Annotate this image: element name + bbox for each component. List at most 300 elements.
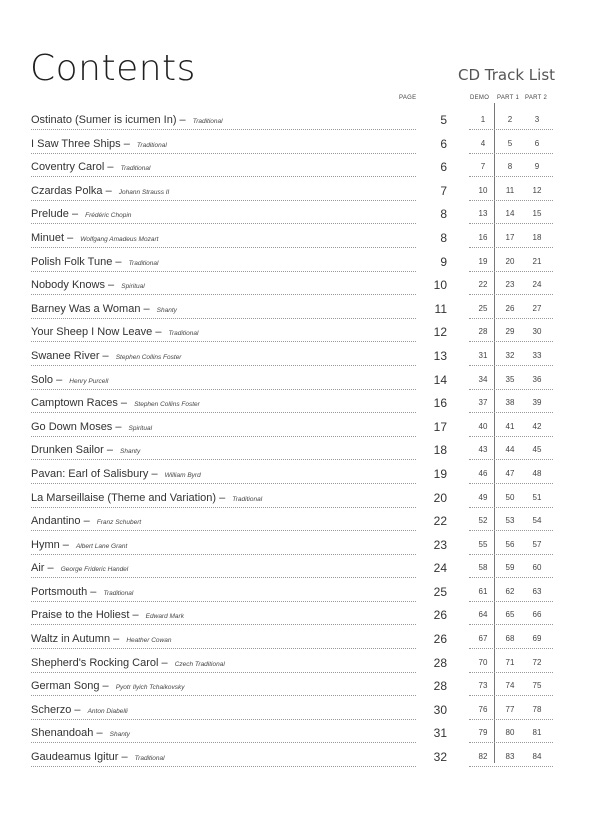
part2-track-number: 48 bbox=[532, 468, 542, 478]
composer-sep: – bbox=[68, 208, 82, 221]
dotted-leader bbox=[31, 672, 416, 673]
demo-track-number: 16 bbox=[478, 232, 488, 242]
track-dotted-rule bbox=[469, 554, 553, 555]
part2-track-number: 69 bbox=[532, 634, 542, 644]
composer-sep: – bbox=[99, 680, 112, 693]
dotted-leader bbox=[31, 601, 416, 602]
part1-track-number: 26 bbox=[505, 303, 515, 313]
composer-sep: – bbox=[103, 444, 116, 457]
part2-track-number: 36 bbox=[532, 374, 542, 384]
demo-track-number: 43 bbox=[478, 445, 488, 455]
demo-track-number: 64 bbox=[478, 610, 488, 620]
entry-page-number: 28 bbox=[433, 655, 447, 670]
part1-track-number: 32 bbox=[505, 350, 515, 360]
entry-composer: Traditional bbox=[192, 118, 223, 125]
entry-title: Gaudeamus Igitur bbox=[31, 751, 119, 764]
entry-name bbox=[31, 562, 128, 574]
dotted-leader bbox=[31, 271, 416, 272]
entry-page-number: 26 bbox=[433, 632, 447, 647]
entry-composer: Spiritual bbox=[121, 283, 145, 291]
track-dotted-rule bbox=[469, 695, 553, 696]
demo-track-number: 55 bbox=[478, 539, 488, 549]
composer-sep: – bbox=[80, 515, 93, 528]
part1-track-number: 29 bbox=[505, 327, 515, 337]
entry-title: I Saw Three Ships bbox=[31, 137, 121, 150]
track-dotted-rule bbox=[469, 129, 553, 130]
part2-track-number: 12 bbox=[532, 185, 542, 195]
demo-track-number: 79 bbox=[478, 728, 488, 738]
dotted-leader bbox=[31, 412, 416, 413]
composer-sep: – bbox=[112, 420, 125, 433]
entry-page-number: 12 bbox=[433, 325, 447, 340]
track-dotted-rule bbox=[469, 153, 553, 154]
entry-page-number: 14 bbox=[433, 372, 447, 387]
entry-name bbox=[31, 444, 140, 456]
track-dotted-rule bbox=[469, 719, 553, 720]
demo-track-number: 70 bbox=[478, 657, 488, 667]
track-dotted-rule bbox=[469, 601, 553, 602]
part2-track-number: 42 bbox=[532, 421, 542, 431]
entry-name bbox=[31, 539, 127, 551]
demo-track-number: 37 bbox=[478, 398, 488, 408]
track-dotted-rule bbox=[469, 577, 553, 578]
contents-entry bbox=[31, 134, 571, 158]
dotted-leader bbox=[31, 459, 416, 460]
part1-track-number: 56 bbox=[505, 539, 515, 549]
part2-column-header: PART 2 bbox=[525, 95, 548, 101]
demo-track-number: 25 bbox=[478, 303, 488, 313]
track-dotted-rule bbox=[469, 341, 553, 342]
entry-name bbox=[31, 633, 171, 645]
entry-name bbox=[31, 138, 167, 150]
cd-track-list-title: CD Track List bbox=[458, 66, 556, 84]
contents-entry bbox=[31, 605, 571, 629]
dotted-leader bbox=[31, 766, 416, 767]
dotted-leader bbox=[31, 695, 416, 696]
entry-page-number: 11 bbox=[434, 301, 447, 316]
contents-entry bbox=[31, 676, 571, 700]
entry-name bbox=[31, 397, 200, 409]
demo-track-number: 49 bbox=[478, 492, 488, 502]
entry-name bbox=[31, 657, 225, 669]
dotted-leader bbox=[31, 294, 416, 295]
entry-name bbox=[31, 232, 158, 244]
contents-entry bbox=[31, 299, 571, 323]
part2-track-number: 6 bbox=[534, 138, 540, 148]
part1-track-number: 62 bbox=[505, 586, 515, 596]
part2-track-number: 45 bbox=[532, 445, 542, 455]
entry-page-number: 9 bbox=[440, 254, 447, 269]
entry-title: Swanee River bbox=[31, 349, 100, 362]
demo-track-number: 31 bbox=[478, 350, 488, 360]
contents-entry bbox=[31, 110, 571, 134]
entry-composer: Traditional bbox=[232, 495, 263, 503]
demo-track-number: 13 bbox=[478, 209, 488, 219]
entry-composer: Traditional bbox=[103, 589, 134, 597]
part2-track-number: 72 bbox=[532, 657, 542, 667]
entry-title: Air bbox=[31, 562, 45, 575]
composer-sep: – bbox=[71, 703, 84, 716]
entry-title: German Song bbox=[31, 680, 100, 693]
entry-title: Praise to the Holiest bbox=[31, 609, 130, 622]
entry-page-number: 20 bbox=[433, 490, 447, 505]
track-dotted-rule bbox=[469, 507, 553, 508]
entry-title: Go Down Moses bbox=[31, 420, 113, 433]
contents-entry bbox=[31, 488, 571, 512]
entry-title: Coventry Carol bbox=[31, 161, 105, 174]
page-column-header: PAGE bbox=[399, 95, 417, 101]
entry-name bbox=[31, 256, 158, 268]
entry-name bbox=[31, 374, 108, 386]
dotted-leader bbox=[31, 129, 416, 130]
dotted-leader bbox=[31, 436, 416, 437]
contents-entry bbox=[31, 275, 571, 299]
entry-page-number: 6 bbox=[440, 160, 447, 175]
entry-composer: Heather Cowan bbox=[126, 637, 172, 645]
composer-sep: – bbox=[53, 373, 66, 386]
entry-composer: William Byrd bbox=[164, 471, 201, 479]
entry-name bbox=[31, 727, 130, 739]
entry-composer: Traditional bbox=[128, 259, 159, 267]
part2-track-number: 21 bbox=[532, 256, 542, 266]
entry-name bbox=[31, 468, 201, 480]
part2-track-number: 75 bbox=[532, 681, 542, 691]
composer-sep: – bbox=[129, 609, 142, 622]
entry-name bbox=[31, 114, 223, 126]
part1-track-number: 5 bbox=[507, 138, 513, 148]
composer-sep: – bbox=[64, 231, 77, 244]
track-dotted-rule bbox=[469, 672, 553, 673]
contents-entry bbox=[31, 440, 571, 464]
part1-track-number: 59 bbox=[505, 563, 515, 573]
part2-track-number: 84 bbox=[532, 752, 542, 762]
part2-track-number: 57 bbox=[532, 539, 542, 549]
entry-composer: Franz Schubert bbox=[96, 519, 142, 527]
demo-track-number: 67 bbox=[478, 634, 488, 644]
track-dotted-rule bbox=[469, 648, 553, 649]
demo-track-number: 52 bbox=[478, 516, 488, 526]
track-dotted-rule bbox=[469, 247, 553, 248]
part1-track-number: 17 bbox=[505, 232, 515, 242]
entry-title: Portsmouth bbox=[31, 585, 88, 598]
entry-title: Prelude bbox=[31, 208, 69, 221]
part1-track-number: 50 bbox=[505, 492, 515, 502]
part1-track-number: 53 bbox=[505, 516, 515, 526]
demo-track-number: 40 bbox=[478, 421, 488, 431]
dotted-leader bbox=[31, 389, 416, 390]
part1-track-number: 20 bbox=[505, 256, 515, 266]
part2-track-number: 15 bbox=[532, 209, 542, 219]
track-dotted-rule bbox=[469, 436, 553, 437]
entry-composer: Stephen Collins Foster bbox=[134, 401, 200, 409]
composer-sep: – bbox=[120, 137, 133, 150]
part1-track-number: 38 bbox=[505, 398, 515, 408]
part1-track-number: 77 bbox=[505, 704, 515, 714]
entry-name bbox=[31, 303, 177, 315]
composer-sep: – bbox=[176, 114, 189, 126]
entry-composer: Stephen Collins Foster bbox=[115, 353, 182, 361]
part1-track-number: 71 bbox=[505, 657, 515, 667]
track-dotted-rule bbox=[469, 176, 553, 177]
entry-name bbox=[31, 680, 184, 692]
part1-track-number: 74 bbox=[505, 681, 515, 691]
dotted-leader bbox=[31, 530, 416, 531]
entry-composer: Albert Lane Grant bbox=[75, 542, 128, 550]
entry-name bbox=[31, 609, 184, 621]
demo-track-number: 19 bbox=[478, 256, 488, 266]
part1-track-number: 83 bbox=[505, 752, 515, 762]
entry-name bbox=[31, 326, 198, 338]
dotted-leader bbox=[31, 577, 416, 578]
part2-track-number: 24 bbox=[532, 280, 542, 290]
track-dotted-rule bbox=[469, 412, 553, 413]
contents-entry bbox=[31, 322, 571, 346]
dotted-leader bbox=[31, 318, 416, 319]
composer-sep: – bbox=[140, 302, 153, 315]
contents-entry bbox=[31, 370, 571, 394]
entry-composer: Shanty bbox=[120, 448, 141, 456]
contents-entry bbox=[31, 535, 571, 559]
part1-track-number: 35 bbox=[505, 374, 515, 384]
entry-title: Minuet bbox=[31, 231, 65, 244]
contents-entry bbox=[31, 723, 571, 747]
entry-title: Your Sheep I Now Leave bbox=[31, 326, 153, 339]
entry-page-number: 8 bbox=[440, 207, 447, 222]
entry-page-number: 23 bbox=[433, 537, 447, 552]
entry-composer: Traditional bbox=[136, 141, 167, 149]
entry-composer: George Frideric Handel bbox=[60, 566, 129, 574]
entry-title: Ostinato (Sumer is icumen In) bbox=[31, 114, 177, 126]
contents-entry bbox=[31, 228, 571, 252]
part2-track-number: 18 bbox=[532, 232, 542, 242]
dotted-leader bbox=[31, 648, 416, 649]
composer-sep: – bbox=[216, 491, 229, 504]
entry-name bbox=[31, 421, 152, 433]
entry-title: Andantino bbox=[31, 515, 81, 528]
entry-name bbox=[31, 751, 165, 763]
entry-title: La Marseillaise (Theme and Variation) bbox=[31, 491, 217, 504]
contents-entry bbox=[31, 393, 571, 417]
contents-entry bbox=[31, 511, 571, 535]
dotted-leader bbox=[31, 247, 416, 248]
entry-composer: Pyotr Ilyich Tchaikovsky bbox=[115, 684, 185, 692]
part2-track-number: 30 bbox=[532, 327, 542, 337]
entry-composer: Shanty bbox=[156, 306, 177, 314]
demo-track-number: 7 bbox=[480, 162, 486, 172]
entry-composer: Edward Mark bbox=[145, 613, 184, 621]
dotted-leader bbox=[31, 153, 416, 154]
dotted-leader bbox=[31, 200, 416, 201]
contents-entry bbox=[31, 346, 571, 370]
part1-track-number: 2 bbox=[507, 115, 513, 124]
dotted-leader bbox=[31, 483, 416, 484]
composer-sep: – bbox=[110, 633, 123, 646]
entry-composer: Traditional bbox=[134, 755, 165, 763]
part2-track-number: 54 bbox=[532, 516, 542, 526]
demo-track-number: 58 bbox=[478, 563, 488, 573]
demo-track-number: 73 bbox=[478, 681, 488, 691]
composer-sep: – bbox=[152, 326, 165, 339]
entry-title: Shepherd's Rocking Carol bbox=[31, 656, 159, 669]
composer-sep: – bbox=[102, 184, 115, 197]
entry-composer: Shanty bbox=[109, 731, 130, 739]
composer-sep: – bbox=[87, 585, 100, 598]
entry-title: Hymn bbox=[31, 538, 60, 551]
entry-name bbox=[31, 704, 128, 716]
entry-title: Waltz in Autumn bbox=[31, 633, 111, 646]
part1-track-number: 14 bbox=[505, 209, 515, 219]
entry-page-number: 5 bbox=[440, 113, 447, 127]
entry-title: Nobody Knows bbox=[31, 279, 105, 292]
part2-track-number: 39 bbox=[532, 398, 542, 408]
entry-name bbox=[31, 161, 150, 173]
demo-track-number: 76 bbox=[478, 704, 488, 714]
track-dotted-rule bbox=[469, 200, 553, 201]
track-dotted-rule bbox=[469, 271, 553, 272]
track-dotted-rule bbox=[469, 223, 553, 224]
track-dotted-rule bbox=[469, 530, 553, 531]
demo-track-number: 1 bbox=[480, 115, 486, 124]
entry-composer: Anton Diabelli bbox=[87, 707, 128, 715]
composer-sep: – bbox=[158, 656, 171, 669]
page-title: Contents bbox=[30, 48, 196, 89]
part2-track-number: 81 bbox=[532, 728, 542, 738]
track-dotted-rule bbox=[469, 365, 553, 366]
contents-entry bbox=[31, 558, 571, 582]
part2-track-number: 63 bbox=[532, 586, 542, 596]
entry-page-number: 6 bbox=[440, 136, 447, 151]
part1-track-number: 41 bbox=[505, 421, 515, 431]
demo-track-number: 10 bbox=[478, 185, 488, 195]
contents-entry bbox=[31, 700, 571, 724]
part1-track-number: 68 bbox=[505, 634, 515, 644]
entry-page-number: 13 bbox=[433, 348, 447, 363]
entry-page-number: 10 bbox=[433, 278, 447, 293]
entry-page-number: 19 bbox=[433, 466, 447, 481]
contents-entry bbox=[31, 747, 571, 771]
part2-track-number: 33 bbox=[532, 350, 542, 360]
entry-composer: Henry Purcell bbox=[69, 377, 109, 385]
demo-track-number: 28 bbox=[478, 327, 488, 337]
part2-track-number: 51 bbox=[532, 492, 542, 502]
part2-track-number: 60 bbox=[532, 563, 542, 573]
composer-sep: – bbox=[112, 255, 125, 268]
contents-entry bbox=[31, 464, 571, 488]
entry-name bbox=[31, 350, 181, 362]
part2-track-number: 78 bbox=[532, 704, 542, 714]
part1-track-number: 47 bbox=[505, 468, 515, 478]
contents-entry bbox=[31, 417, 571, 441]
entry-composer: Traditional bbox=[168, 330, 199, 338]
entry-composer: Wolfgang Amadeus Mozart bbox=[80, 235, 159, 243]
demo-column-header: DEMO bbox=[470, 95, 490, 101]
composer-sep: – bbox=[93, 727, 106, 740]
contents-entry bbox=[31, 653, 571, 677]
part1-track-number: 8 bbox=[507, 162, 513, 172]
part1-track-number: 65 bbox=[505, 610, 515, 620]
entry-composer: Czech Traditional bbox=[174, 660, 225, 668]
dotted-leader bbox=[31, 176, 416, 177]
entry-page-number: 24 bbox=[433, 561, 447, 576]
entry-name bbox=[31, 586, 133, 598]
demo-track-number: 61 bbox=[478, 586, 488, 596]
entry-page-number: 8 bbox=[440, 230, 447, 245]
dotted-leader bbox=[31, 341, 416, 342]
entry-composer: Spiritual bbox=[128, 424, 153, 432]
entry-title: Barney Was a Woman bbox=[31, 302, 141, 315]
entry-composer: Frédéric Chopin bbox=[85, 212, 132, 220]
composer-sep: – bbox=[105, 279, 118, 292]
entry-name bbox=[31, 492, 262, 504]
track-dotted-rule bbox=[469, 318, 553, 319]
entry-page-number: 26 bbox=[433, 608, 447, 623]
entry-composer: Johann Strauss II bbox=[118, 188, 170, 196]
contents-entry bbox=[31, 157, 571, 181]
entry-title: Czardas Polka bbox=[31, 184, 103, 197]
part1-track-number: 44 bbox=[505, 445, 515, 455]
part2-track-number: 3 bbox=[534, 115, 540, 124]
track-dotted-rule bbox=[469, 459, 553, 460]
demo-track-number: 46 bbox=[478, 468, 488, 478]
entry-name bbox=[31, 185, 169, 197]
track-dotted-rule bbox=[469, 742, 553, 743]
demo-track-number: 34 bbox=[478, 374, 488, 384]
entry-title: Solo bbox=[31, 373, 54, 386]
contents-entry bbox=[31, 629, 571, 653]
composer-sep: – bbox=[118, 751, 131, 764]
entry-title: Drunken Sailor bbox=[31, 444, 104, 457]
entry-name bbox=[31, 279, 145, 291]
composer-sep: – bbox=[99, 349, 112, 362]
part2-track-number: 66 bbox=[532, 610, 542, 620]
dotted-leader bbox=[31, 624, 416, 625]
entry-page-number: 16 bbox=[433, 396, 447, 411]
contents-entry bbox=[31, 204, 571, 228]
entry-title: Polish Folk Tune bbox=[31, 255, 113, 268]
part2-track-number: 9 bbox=[534, 162, 540, 172]
entry-page-number: 17 bbox=[433, 419, 447, 434]
dotted-leader bbox=[31, 742, 416, 743]
composer-sep: – bbox=[44, 562, 57, 575]
demo-track-number: 22 bbox=[478, 280, 488, 290]
part1-track-number: 23 bbox=[505, 280, 515, 290]
track-dotted-rule bbox=[469, 766, 553, 767]
entry-page-number: 25 bbox=[433, 584, 447, 599]
demo-track-number: 82 bbox=[478, 752, 488, 762]
composer-sep: – bbox=[117, 397, 131, 410]
entry-title: Scherzo bbox=[31, 703, 72, 716]
track-dotted-rule bbox=[469, 294, 553, 295]
part1-track-number: 11 bbox=[505, 185, 515, 195]
dotted-leader bbox=[31, 365, 416, 366]
contents-entry bbox=[31, 582, 571, 606]
demo-track-number: 4 bbox=[480, 138, 486, 148]
part1-column-header: PART 1 bbox=[497, 95, 520, 101]
track-dotted-rule bbox=[469, 389, 553, 390]
track-dotted-rule bbox=[469, 624, 553, 625]
entry-page-number: 22 bbox=[433, 514, 447, 529]
entry-page-number: 30 bbox=[433, 702, 447, 717]
entry-composer: Traditional bbox=[120, 165, 151, 173]
composer-sep: – bbox=[148, 467, 161, 480]
entry-name bbox=[31, 515, 141, 527]
entry-page-number: 18 bbox=[433, 443, 447, 458]
entry-page-number: 32 bbox=[433, 750, 447, 765]
entry-page-number: 28 bbox=[433, 679, 447, 694]
entry-name bbox=[31, 208, 131, 220]
entry-title: Camptown Races bbox=[31, 397, 118, 410]
track-dotted-rule bbox=[469, 483, 553, 484]
